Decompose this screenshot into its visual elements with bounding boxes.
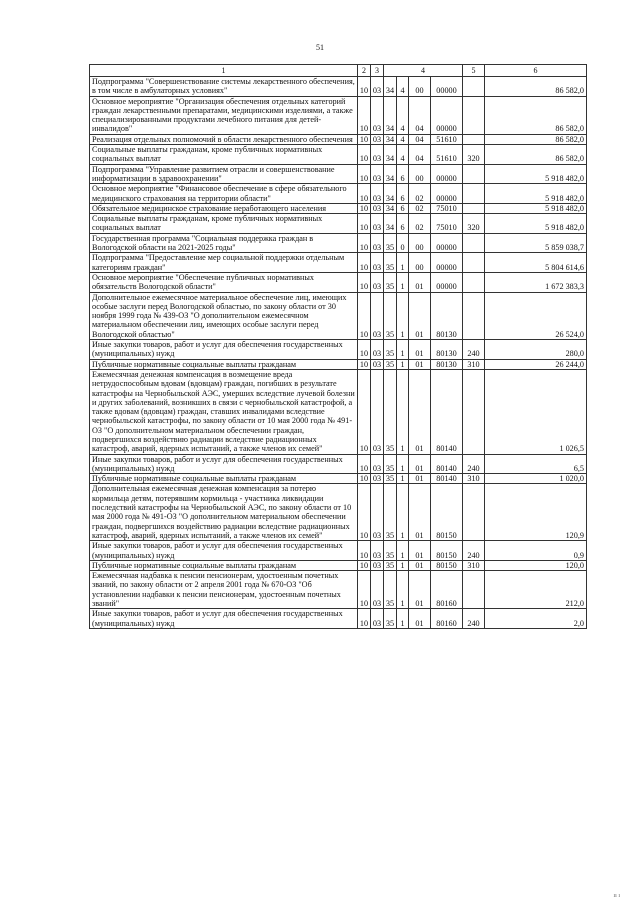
cell-c5: 310 [463,474,485,484]
cell-c2: 10 [358,359,371,369]
cell-name: Дополнительная ежемесячная денежная компенсация за потерю кормильца детям, потерявшим кормильца - участника ликвидации последствий катастрофы на Чернобыльской АЭС, по закону области от 10 мая 2000 года № 491-ОЗ "О дополнительном материальном обеспечении граждан, подвергшихся воздействию радиации вследствие радиационных катастроф, аварий, ядерных испытаний, а также членов их семей" [90,484,358,541]
cell-c2: 10 [358,292,371,339]
cell-d: 80130 [431,340,463,360]
cell-c2: 10 [358,214,371,234]
cell-c6: 5 859 038,7 [485,233,587,253]
cell-c5: 240 [463,541,485,561]
cell-c5: 320 [463,214,485,234]
cell-a: 34 [384,96,397,134]
cell-name: Реализация отдельных полномочий в области лекарственного обеспечения [90,134,358,144]
cell-b: 4 [397,134,409,144]
cell-c: 01 [409,359,431,369]
cell-c3: 03 [371,609,384,629]
cell-c5 [463,571,485,609]
table-row [90,77,587,97]
cell-name: Публичные нормативные социальные выплаты гражданам [90,560,358,570]
cell-name: Социальные выплаты гражданам, кроме публичных нормативных социальных выплат [90,214,358,234]
table-row [90,560,587,570]
cell-a: 34 [384,203,397,213]
cell-name: Обязательное медицинское страхование неработающего населения [90,203,358,213]
table-row [90,609,587,629]
cell-c2: 10 [358,340,371,360]
cell-c3: 03 [371,340,384,360]
page-number: 51 [316,43,324,52]
cell-c: 01 [409,609,431,629]
cell-b: 6 [397,164,409,184]
cell-a: 35 [384,253,397,273]
cell-c6: 280,0 [485,340,587,360]
cell-a: 35 [384,359,397,369]
cell-c5 [463,484,485,541]
cell-c: 01 [409,541,431,561]
cell-d: 80150 [431,541,463,561]
cell-c2: 10 [358,77,371,97]
cell-c6: 26 524,0 [485,292,587,339]
cell-d: 80160 [431,571,463,609]
cell-b: 1 [397,253,409,273]
cell-c: 02 [409,214,431,234]
cell-name: Основное мероприятие "Обеспечение публичных нормативных обязательств Вологодской области" [90,272,358,292]
table-row [90,359,587,369]
cell-c: 01 [409,560,431,570]
cell-c6: 86 582,0 [485,96,587,134]
cell-a: 35 [384,571,397,609]
cell-name: Основное мероприятие "Организация обеспечения отдельных категорий граждан лекарственными препаратами, медицинскими изделиями, а также специализированными продуктами лечебного питания для детей-инвалидов" [90,96,358,134]
cell-c6: 6,5 [485,454,587,474]
cell-name: Ежемесячная денежная компенсация в возмещение вреда нетрудоспособным вдовам (вдовцам) граждан, погибших в результате катастрофы на Чернобыльской АЭС, умерших вследствие лучевой болезни и других заболеваний, возникших в связи с чернобыльской катастрофой, а также вдовам (вдовцам) граждан, ставших инвалидами вследствие чернобыльской катастрофы, по закону области от 10 мая 2000 года № 491-ОЗ "О дополнительном материальном обеспечении граждан, подвергшихся воздействию радиации вследствие радиационных катастроф, аварий, ядерных испытаний, а также членов их семей" [90,369,358,454]
table-row [90,184,587,204]
cell-c: 00 [409,77,431,97]
cell-c5 [463,369,485,454]
table-header-row [90,65,587,77]
cell-c6: 0,9 [485,541,587,561]
cell-d: 80130 [431,359,463,369]
table-row [90,145,587,165]
cell-a: 34 [384,134,397,144]
cell-c5: 240 [463,609,485,629]
cell-d: 75010 [431,203,463,213]
cell-a: 35 [384,454,397,474]
cell-c3: 03 [371,359,384,369]
header-cell: 1 [90,65,358,77]
header-cell: 5 [463,65,485,77]
cell-name: Государственная программа "Социальная поддержка граждан в Вологодской области на 2021-2025 годы" [90,233,358,253]
table-row [90,340,587,360]
cell-c5: 240 [463,340,485,360]
cell-b: 4 [397,145,409,165]
cell-name: Основное мероприятие "Финансовое обеспечение в сфере обязательного медицинского страхования на территории области" [90,184,358,204]
cell-c2: 10 [358,272,371,292]
cell-b: 1 [397,292,409,339]
cell-a: 35 [384,474,397,484]
cell-c6: 86 582,0 [485,77,587,97]
cell-c5 [463,96,485,134]
cell-c6: 5 918 482,0 [485,214,587,234]
cell-c3: 03 [371,184,384,204]
cell-c3: 03 [371,292,384,339]
header-cell: 6 [485,65,587,77]
cell-c5 [463,203,485,213]
cell-c3: 03 [371,253,384,273]
cell-c: 02 [409,184,431,204]
cell-name: Подпрограмма "Предоставление мер социальной поддержки отдельным категориям граждан" [90,253,358,273]
cell-c: 01 [409,454,431,474]
cell-d: 00000 [431,253,463,273]
cell-c: 01 [409,484,431,541]
cell-b: 1 [397,571,409,609]
cell-c: 01 [409,292,431,339]
cell-c2: 10 [358,571,371,609]
cell-c6: 2,0 [485,609,587,629]
cell-c3: 03 [371,272,384,292]
cell-c3: 03 [371,96,384,134]
table-row [90,474,587,484]
cell-c: 02 [409,203,431,213]
cell-c: 00 [409,233,431,253]
cell-a: 35 [384,272,397,292]
cell-c6: 86 582,0 [485,134,587,144]
cell-name: Подпрограмма "Управление развитием отрасли и совершенствование информатизации в здравоохранении" [90,164,358,184]
cell-c: 04 [409,134,431,144]
cell-b: 6 [397,214,409,234]
table-row [90,292,587,339]
cell-d: 51610 [431,134,463,144]
cell-c2: 10 [358,484,371,541]
cell-c2: 10 [358,96,371,134]
cell-d: 80140 [431,369,463,454]
cell-c3: 03 [371,571,384,609]
cell-c5: 320 [463,145,485,165]
cell-d: 80150 [431,560,463,570]
table-row [90,96,587,134]
cell-c: 01 [409,474,431,484]
cell-d: 00000 [431,164,463,184]
cell-c2: 10 [358,134,371,144]
cell-c6: 5 918 482,0 [485,184,587,204]
cell-c5: 310 [463,560,485,570]
cell-c6: 1 672 383,3 [485,272,587,292]
cell-c6: 5 918 482,0 [485,203,587,213]
cell-c2: 10 [358,369,371,454]
cell-b: 6 [397,203,409,213]
cell-c3: 03 [371,214,384,234]
cell-name: Социальные выплаты гражданам, кроме публичных нормативных социальных выплат [90,145,358,165]
table-row [90,253,587,273]
cell-name: Ежемесячная надбавка к пенсии пенсионерам, удостоенным почетных званий, по закону области от 2 апреля 2001 года № 670-ОЗ "Об установлении надбавки к пенсии пенсионерам, удостоенным почетных званий" [90,571,358,609]
table-row [90,134,587,144]
cell-c2: 10 [358,145,371,165]
table-row [90,272,587,292]
header-cell: 2 [358,65,371,77]
cell-c: 04 [409,96,431,134]
cell-c5 [463,233,485,253]
cell-c2: 10 [358,203,371,213]
cell-b: 4 [397,96,409,134]
cell-d: 80140 [431,454,463,474]
cell-c3: 03 [371,77,384,97]
cell-c2: 10 [358,253,371,273]
cell-c6: 1 020,0 [485,474,587,484]
cell-b: 1 [397,474,409,484]
cell-c6: 26 244,0 [485,359,587,369]
cell-c5 [463,253,485,273]
cell-a: 35 [384,233,397,253]
cell-c: 01 [409,571,431,609]
cell-c2: 10 [358,454,371,474]
cell-d: 80140 [431,474,463,484]
cell-b: 6 [397,184,409,204]
cell-c5: 240 [463,454,485,474]
cell-c5 [463,134,485,144]
cell-c5 [463,272,485,292]
cell-c6: 212,0 [485,571,587,609]
cell-c5 [463,77,485,97]
budget-table [89,64,587,629]
cell-c6: 1 026,5 [485,369,587,454]
cell-c6: 5 804 614,6 [485,253,587,273]
cell-c3: 03 [371,369,384,454]
cell-name: Иные закупки товаров, работ и услуг для обеспечения государственных (муниципальных) нужд [90,454,358,474]
cell-d: 00000 [431,96,463,134]
cell-c3: 03 [371,541,384,561]
cell-c3: 03 [371,454,384,474]
cell-name: Публичные нормативные социальные выплаты гражданам [90,359,358,369]
cell-c2: 10 [358,609,371,629]
cell-a: 34 [384,77,397,97]
cell-c2: 10 [358,184,371,204]
cell-c2: 10 [358,541,371,561]
cell-c3: 03 [371,134,384,144]
table-row [90,164,587,184]
cell-c5 [463,164,485,184]
cell-c3: 03 [371,164,384,184]
cell-name: Дополнительное ежемесячное материальное обеспечение лиц, имеющих особые заслуги перед Вологодской областью, по закону области от 30 ноября 1999 года № 439-ОЗ "О дополнительном ежемесячном материальном обеспечении лиц, имеющих особые заслуги перед Вологодской областью" [90,292,358,339]
cell-c5: 310 [463,359,485,369]
table-row [90,233,587,253]
cell-a: 35 [384,292,397,339]
cell-c3: 03 [371,203,384,213]
cell-name: Иные закупки товаров, работ и услуг для обеспечения государственных (муниципальных) нужд [90,541,358,561]
cell-a: 34 [384,145,397,165]
cell-c6: 120,9 [485,484,587,541]
table-row [90,203,587,213]
cell-c3: 03 [371,484,384,541]
cell-b: 1 [397,560,409,570]
table-row [90,214,587,234]
cell-d: 80130 [431,292,463,339]
cell-b: 1 [397,484,409,541]
cell-a: 34 [384,184,397,204]
cell-a: 35 [384,484,397,541]
cell-b: 4 [397,77,409,97]
cell-c5 [463,184,485,204]
cell-c2: 10 [358,164,371,184]
cell-d: 00000 [431,233,463,253]
table-row [90,454,587,474]
cell-c: 00 [409,253,431,273]
cell-d: 75010 [431,214,463,234]
cell-a: 34 [384,164,397,184]
cell-b: 1 [397,359,409,369]
cell-c6: 5 918 482,0 [485,164,587,184]
cell-d: 80160 [431,609,463,629]
table-row [90,571,587,609]
cell-c5 [463,292,485,339]
table-row [90,369,587,454]
cell-a: 35 [384,340,397,360]
cell-b: 1 [397,272,409,292]
cell-c2: 10 [358,474,371,484]
page-corner-mark: ıı ı [613,893,620,899]
cell-b: 1 [397,454,409,474]
table-row [90,541,587,561]
cell-c3: 03 [371,145,384,165]
cell-name: Подпрограмма "Совершенствование системы лекарственного обеспечения, в том числе в амбулаторных условиях" [90,77,358,97]
cell-a: 35 [384,609,397,629]
cell-b: 1 [397,541,409,561]
cell-c2: 10 [358,560,371,570]
cell-c: 00 [409,164,431,184]
cell-c3: 03 [371,474,384,484]
cell-d: 80150 [431,484,463,541]
cell-d: 00000 [431,272,463,292]
cell-a: 35 [384,541,397,561]
cell-b: 1 [397,369,409,454]
cell-c: 01 [409,340,431,360]
cell-d: 00000 [431,77,463,97]
cell-d: 00000 [431,184,463,204]
table-row [90,484,587,541]
cell-name: Иные закупки товаров, работ и услуг для обеспечения государственных (муниципальных) нужд [90,609,358,629]
cell-c2: 10 [358,233,371,253]
cell-a: 34 [384,214,397,234]
cell-c3: 03 [371,560,384,570]
cell-c3: 03 [371,233,384,253]
cell-c: 01 [409,272,431,292]
cell-a: 35 [384,369,397,454]
cell-c: 01 [409,369,431,454]
cell-c: 04 [409,145,431,165]
header-cell: 3 [371,65,384,77]
cell-d: 51610 [431,145,463,165]
cell-b: 1 [397,340,409,360]
cell-name: Публичные нормативные социальные выплаты гражданам [90,474,358,484]
cell-b: 1 [397,609,409,629]
cell-name: Иные закупки товаров, работ и услуг для обеспечения государственных (муниципальных) нужд [90,340,358,360]
cell-b: 0 [397,233,409,253]
cell-a: 35 [384,560,397,570]
cell-c6: 120,0 [485,560,587,570]
header-cell: 4 [384,65,463,77]
cell-c6: 86 582,0 [485,145,587,165]
